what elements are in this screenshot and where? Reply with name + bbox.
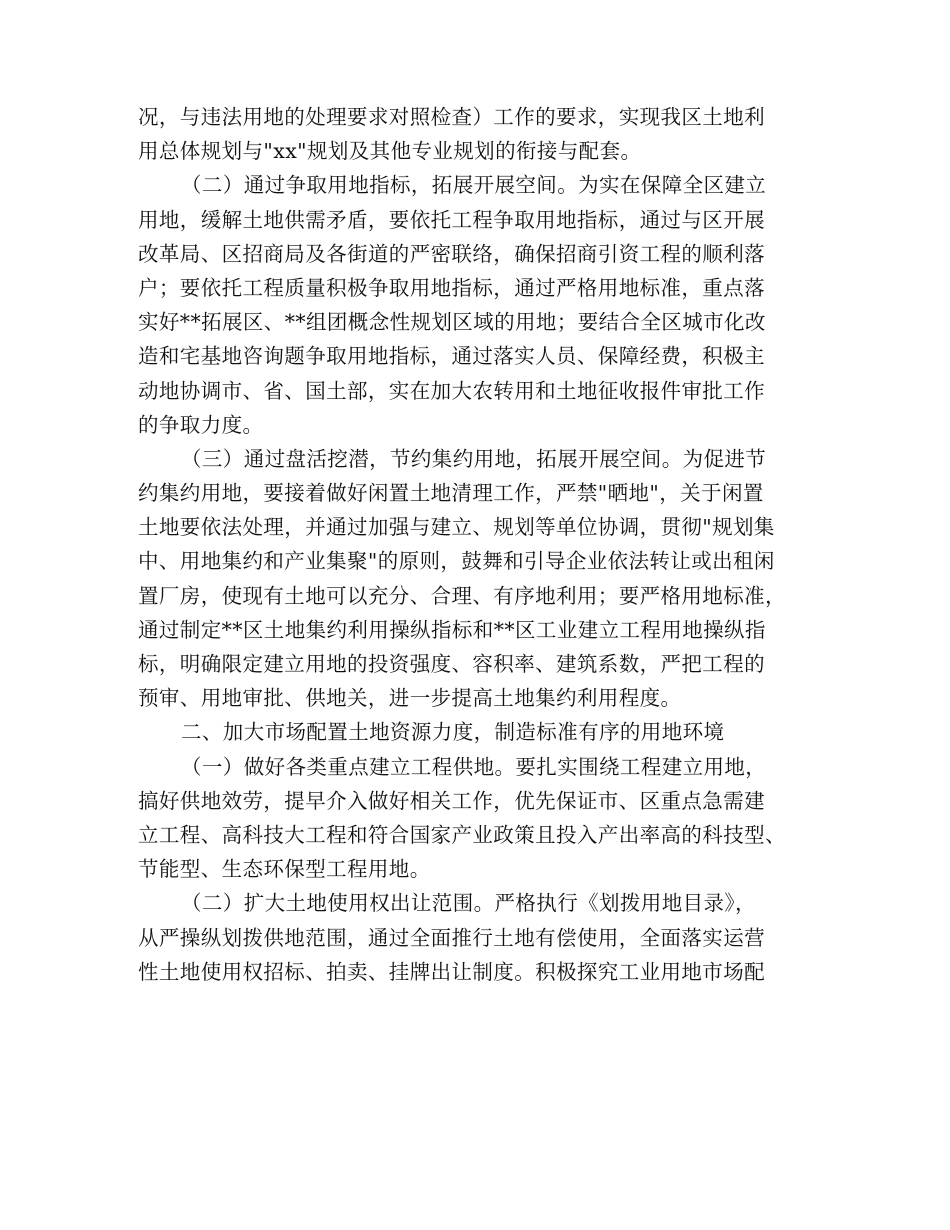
paragraph-line: 造和宅基地咨询题争取用地指标，通过落实人员、保障经费，积极主 bbox=[138, 344, 765, 369]
document-body bbox=[138, 100, 828, 989]
paragraph-line: （一）做好各类重点建立工程供地。要扎实围绕工程建立用地， bbox=[181, 754, 767, 779]
paragraph-line: 用地，缓解土地供需矛盾，要依托工程争取用地指标，通过与区开展 bbox=[138, 207, 765, 232]
paragraph-line: 土地要依法处理，并通过加强与建立、规划等单位协调，贯彻"规划集 bbox=[138, 515, 775, 540]
paragraph-line: 搞好供地效劳，提早介入做好相关工作，优先保证市、区重点急需建 bbox=[138, 788, 765, 813]
paragraph-line: 用总体规划与"xx"规划及其他专业规划的衔接与配套。 bbox=[138, 139, 642, 164]
paragraph-line: 况，与违法用地的处理要求对照检查）工作的要求，实现我区土地利 bbox=[138, 105, 765, 129]
paragraph-line: 立工程、高科技大工程和符合国家产业政策且投入产出率高的科技型、 bbox=[138, 822, 786, 847]
paragraph-line: 性土地使用权招标、拍卖、挂牌出让制度。积极探究工业用地市场配 bbox=[138, 959, 765, 984]
paragraph-line: 动地协调市、省、国土部，实在加大农转用和土地征收报件审批工作 bbox=[138, 378, 765, 403]
section-heading: 二、加大市场配置土地资源力度，制造标准有序的用地环境 bbox=[181, 720, 725, 745]
paragraph-line: 置厂房，使现有土地可以充分、合理、有序地利用；要严格用地标准， bbox=[138, 583, 786, 608]
paragraph-line: 户；要依托工程质量积极争取用地指标，通过严格用地标准，重点落 bbox=[138, 275, 765, 300]
paragraph-line: 预审、用地审批、供地关，进一步提高土地集约利用程度。 bbox=[138, 686, 682, 711]
paragraph-line: 节能型、生态环保型工程用地。 bbox=[138, 857, 431, 882]
paragraph-line: 从严操纵划拨供地范围，通过全面推行土地有偿使用，全面落实运营 bbox=[138, 925, 765, 950]
paragraph-line: 改革局、区招商局及各街道的严密联络，确保招商引资工程的顺利落 bbox=[138, 241, 765, 266]
paragraph-line: 的争取力度。 bbox=[138, 412, 264, 437]
paragraph-line: （三）通过盘活挖潜，节约集约用地，拓展开展空间。为促进节 bbox=[181, 446, 767, 471]
paragraph-line: 通过制定**区土地集约利用操纵指标和**区工业建立工程用地操纵指 bbox=[138, 617, 766, 642]
paragraph-line: 约集约用地，要接着做好闲置土地清理工作，严禁"晒地"，关于闲置 bbox=[138, 481, 764, 506]
paragraph-line: （二）扩大土地使用权出让范围。严格执行《划拨用地目录》， bbox=[181, 891, 756, 916]
paragraph-line: 中、用地集约和产业集聚"的原则，鼓舞和引导企业依法转让或出租闲 bbox=[138, 549, 775, 574]
paragraph-line: 标，明确限定建立用地的投资强度、容积率、建筑系数，严把工程的 bbox=[138, 652, 765, 676]
paragraph-line: （二）通过争取用地指标，拓展开展空间。为实在保障全区建立 bbox=[181, 173, 767, 198]
paragraph-line: 实好**拓展区、**组团概念性规划区域的用地；要结合全区城市化改 bbox=[138, 310, 766, 335]
